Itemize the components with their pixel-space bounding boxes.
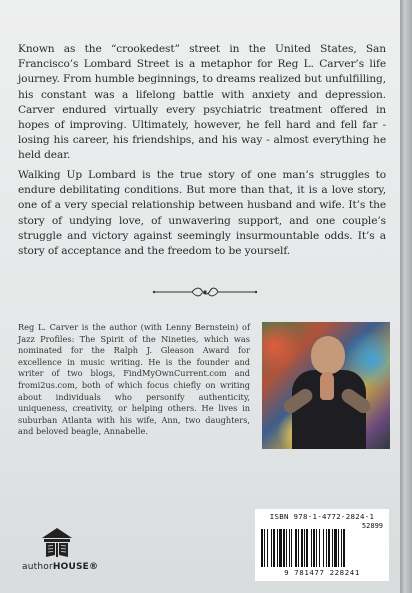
author-photo [262,322,390,449]
barcode-bar [334,529,337,567]
barcode-bar [277,529,278,567]
barcode-bar [267,529,268,567]
barcode-bar [323,529,324,567]
blurb-paragraph-1 [18,42,386,164]
barcode-bar [319,529,320,567]
spine-edge [400,0,412,593]
barcode-bar [301,529,303,567]
barcode-bar [298,529,299,567]
barcode-bar [289,529,290,567]
isbn-text: ISBN 978-1-4772-2824-1 [269,512,375,521]
barcode-bar [295,529,297,567]
barcode-bar [338,529,339,567]
price-code: 52899 [361,522,383,530]
barcode-bar [264,529,265,567]
barcode-bar [343,529,345,567]
blurb-paragraph-2 [18,168,386,259]
barcode-bar [306,529,308,567]
barcode-bar [291,529,292,567]
barcode-bar [311,529,312,567]
barcode-bar [271,529,272,567]
blurb-text-1: Known as the “crookedest” street in the United States, San Francisco’s Lombard Street is a metaphor for Reg L. Carver’s life journey. From humble beginnings, to dreams realized but unfulfilling, his constant was a lifelong battle with anxiety and depression. Carver endured virtually every psychiatric treatment offered in hopes of improving. Ultimately, however, he fell hard and fell far - losing his career, his friendships, and his way - almost everything he held dear. [18,43,386,162]
barcode-bar [313,529,315,567]
barcode-bar [273,529,275,567]
barcode-bar [283,529,285,567]
barcode-bar [326,529,327,567]
publisher-logo [22,526,99,582]
author-bio: Reg L. Carver is the author (with Lenny Bernstein) of Jazz Profiles: The Spirit of the Nineties, which was nominated for the Ralph J. Gleason Award for excellence in music writing. He is the founder and writer of two blogs, FindMyOwnCurrent.com and fromi2us.com, both of which focus chiefly on writing about individuals who personify authenticity, uniqueness, creativity, or helping others. He lives in suburban Atlanta with his wife, Ann, two daughters, and beloved beagle, Annabelle. [18,322,250,437]
barcode-bar [332,529,333,567]
barcode-bar [328,529,330,567]
barcode-bar [341,529,342,567]
barcode-bar [261,529,263,567]
barcode-bar [304,529,305,567]
barcode [255,509,389,581]
barcode-number: 9 781477 228241 [284,568,360,577]
publisher-name: authorHOUSE® [22,562,99,572]
barcode-bars [261,529,383,567]
barcode-bar [279,529,282,567]
flourish-divider-icon [150,284,260,298]
book-house-logo-icon [40,526,74,560]
barcode-bar [316,529,317,567]
blurb-text-2: Walking Up Lombard is the true story of one man’s struggles to endure debilitating conditions. But more than that, it is a love story, one of a very special relationship between husband and wife. It’s the story of undying love, of unwavering support, and one couple’s struggle and victory against seemingly insurmountable odds. It’s a story of acceptance and the freedom to be yourself. [18,169,386,258]
barcode-bar [286,529,287,567]
